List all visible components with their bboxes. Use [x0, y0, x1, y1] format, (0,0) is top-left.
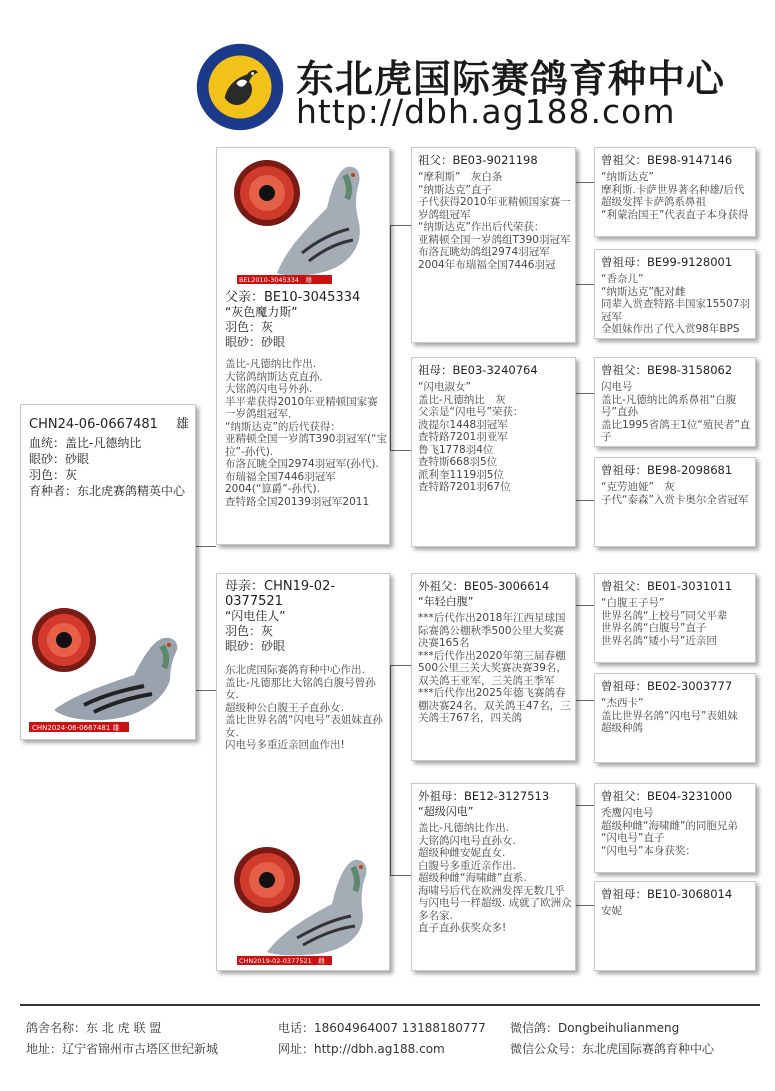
- father-card: [216, 147, 390, 545]
- father-pigeon-photo: [227, 153, 377, 288]
- connector-line: [390, 665, 411, 666]
- great-grandparent-notes: “香奈儿” “纳斯达克”配对雌 同辈入赏查特路丰国家15507羽冠军 全姐妹作出了代入赏98年BPS: [601, 273, 750, 335]
- grandmother-paternal-ring: 祖母：BE03-3240764: [418, 363, 538, 377]
- great-grandparent-card: [594, 881, 756, 971]
- great-grandparent-notes: “克劳迪娅” 灰 子代“泰森”入赏卡奥尔全省冠军: [601, 481, 749, 506]
- grandmother-maternal-ring: 外祖母：BE12-3127513: [418, 789, 550, 803]
- great-grandparent-card: [594, 573, 756, 663]
- grandmother-paternal-card: [411, 357, 576, 547]
- great-grandparent-notes: “杰西卡” 盖比世界名鸽“闪电号”表姐妹 超级种鸽: [601, 697, 738, 734]
- mother-ring: 母亲：CHN19-02-0377521: [225, 579, 336, 609]
- grandmother-maternal-card: [411, 783, 576, 971]
- connector-line: [196, 690, 216, 691]
- mother-pigeon-photo: [227, 832, 377, 967]
- connector-line: [390, 450, 411, 451]
- connector-line: [390, 875, 411, 876]
- grandfather-paternal-card: [411, 147, 576, 343]
- grandfather-paternal-ring: 祖父：BE03-9021198: [418, 153, 538, 167]
- great-grandparent-card: [594, 783, 756, 873]
- footer-divider: [20, 1004, 760, 1006]
- connector-line: [576, 393, 594, 394]
- father-ring: 父亲：BE10-3045334: [225, 290, 361, 305]
- subject-card: [20, 404, 196, 740]
- great-grandparent-ring: 曾祖父：BE01-3031011: [601, 579, 733, 593]
- subject-ring: CHN24-06-0667481: [29, 417, 158, 432]
- mother-notes: 东北虎国际赛鸽育种中心作出. 盖比-凡德那比大铭鸽白腹号曾孙女. 超级种公白腹王子直孙女. 盖比世界名鸽“闪电号”表姐妹直孙女. 闪电号多重近亲回血作出!: [225, 664, 383, 751]
- site-url: http://dbh.ag188.com: [296, 92, 676, 131]
- great-grandparent-ring: 曾祖母：BE02-3003777: [601, 679, 733, 693]
- great-grandparent-notes: “白腹王子号” 世界名鸽“上校号”同父平辈 世界名鸽“白腹号”直子 世界名鸽“矮小号”近亲回: [601, 597, 728, 647]
- great-grandparent-card: [594, 457, 756, 547]
- footer-official-account: 微信公众号：东北虎国际赛鸽育种中心: [510, 1042, 715, 1056]
- grandfather-maternal-nickname: “年轻白腹”: [418, 595, 474, 608]
- great-grandparent-notes: 秃鹰闪电号 超级种雌“海啸雌”的同胞兄弟 “闪电号”直子 “闪电号”本身获奖：: [601, 807, 738, 857]
- connector-line: [390, 665, 391, 875]
- great-grandparent-notes: “纳斯达克” 摩利斯.卡萨世界著名种雄/后代超级发挥卡萨鸽系鼻祖 “利蒙治国王”代表直子本身获得: [601, 171, 749, 221]
- subject-breeder: 育种者：东北虎赛鸽精英中心: [29, 484, 186, 498]
- grandfather-maternal-card: [411, 573, 576, 761]
- great-grandparent-card: [594, 147, 756, 237]
- page-header: [0, 0, 775, 140]
- grandfather-maternal-notes: ***后代作出2018年江西星球国际赛鸽公棚秋季500公里大奖赛决赛165名 ***后代作出2020年第三届春棚500公里三关大奖赛决赛39名，双关鸽王亚军，三关鸽王季军 ***后代作出2025年德飞赛鸽春棚决赛24名，双关鸽王47名，三关鸽王767名，四关鸽: [418, 612, 571, 724]
- subject-bloodline: 血统：盖比-凡德纳比: [29, 436, 142, 450]
- footer-address: 地址：辽宁省锦州市古塔区世纪新城: [26, 1042, 219, 1056]
- great-grandparent-ring: 曾祖母：BE98-2098681: [601, 463, 733, 477]
- mother-eye: 眼砂：砂眼: [225, 639, 286, 653]
- connector-line: [576, 284, 594, 285]
- great-grandparent-ring: 曾祖父：BE98-3158062: [601, 363, 733, 377]
- father-notes: 盖比-凡德纳比作出. 大铭鸽纳斯达克直孙． 大铭鸽闪电号外孙. 半平辈获得2010年亚精顿国家赛一岁鸽组冠军． “纳斯达克”的后代获得： 亚精顿全国一岁鸽T390羽冠军(“宝拉”-孙代). 布洛瓦眺全国2974羽冠军(孙代). 布瑞福全国7446羽冠军 2004(“算爵”-孙代). 查特路全国20139羽冠军2011: [225, 358, 387, 508]
- subject-pigeon-photo: [24, 600, 194, 735]
- connector-line: [196, 546, 216, 547]
- great-grandparent-ring: 曾祖母：BE10-3068014: [601, 887, 733, 901]
- grandfather-paternal-notes: “摩利斯” 灰白条 “纳斯达克”直子 子代获得2010年亚精顿国家赛一岁鸽组冠军 “纳斯达克”作出后代荣获： 亚精顿全国一岁鸽组T390羽冠军 布洛瓦眺幼鸽组2974羽冠军 2004年布瑞福全国7446羽冠: [418, 171, 571, 271]
- grandfather-maternal-ring: 外祖父：BE05-3006614: [418, 579, 550, 593]
- connector-line: [576, 500, 594, 501]
- great-grandparent-ring: 曾祖父：BE04-3231000: [601, 789, 733, 803]
- great-grandparent-card: [594, 673, 756, 763]
- connector-line: [390, 225, 391, 450]
- father-eye: 眼砂：砂眼: [225, 335, 286, 349]
- great-grandparent-notes: 安妮: [601, 905, 622, 917]
- connector-line: [576, 905, 594, 906]
- subject-sex: 雄: [175, 417, 189, 432]
- connector-line: [390, 225, 411, 226]
- footer-phone: 电话：18604964007 13188180777: [278, 1021, 486, 1035]
- svg-text:CHN2019-02-0377521 雌: CHN2019-02-0377521 雌: [239, 957, 325, 965]
- grandmother-maternal-nickname: “超级闪电”: [418, 805, 474, 818]
- mother-card: [216, 573, 390, 971]
- subject-color: 羽色：灰: [29, 468, 78, 482]
- great-grandparent-notes: 闪电号 盖比-凡德纳比鸽系鼻祖“白腹号”直孙 盖比1995省鸽王1位“殖民者”直子: [601, 381, 751, 443]
- connector-line: [576, 700, 594, 701]
- svg-text:CHN2024-06-0667481 雄: CHN2024-06-0667481 雄: [32, 724, 120, 732]
- page-title: 东北虎国际赛鸽育种中心: [296, 57, 726, 101]
- father-nickname: “灰色魔力斯”: [225, 305, 298, 319]
- great-grandparent-card: [594, 249, 756, 339]
- footer-loft: 鸽舍名称：东 北 虎 联 盟: [26, 1021, 162, 1035]
- great-grandparent-card: [594, 357, 756, 447]
- subject-eye: 眼砂：砂眼: [29, 452, 90, 466]
- great-grandparent-ring: 曾祖父：BE98-9147146: [601, 153, 733, 167]
- connector-line: [576, 805, 594, 806]
- footer-website[interactable]: 网址：http://dbh.ag188.com: [278, 1042, 445, 1056]
- svg-text:BEL2010-3045334 雄: BEL2010-3045334 雄: [239, 276, 313, 284]
- grandmother-paternal-notes: “闪电淑女” 盖比-凡德纳比 灰 父亲是“闪电号”荣获： 波提尔1448羽冠军 查特路7201羽亚军 鲁飞1778羽4位 查特斯668羽5位 派利奎1119羽5位 查特路7201羽67位: [418, 381, 524, 493]
- grandmother-maternal-notes: 盖比-凡德纳比作出. 大铭鸽闪电号直孙女. 超级种雌安妮直女. 白腹号多重近亲作出. 超级种雌“海啸雌”直系. 海啸号后代在欧洲发挥无数几乎与闪电号一样超级. 成就了欧洲众多名家. 直子直孙获奖众多!: [418, 822, 572, 934]
- father-color: 羽色：灰: [225, 320, 274, 334]
- footer-wechat: 微信鸽：Dongbeihulianmeng: [510, 1021, 680, 1035]
- mother-nickname: “闪电佳人”: [225, 609, 286, 623]
- mother-color: 羽色：灰: [225, 624, 274, 638]
- logo-emblem-icon: [195, 42, 285, 132]
- connector-line: [576, 605, 594, 606]
- great-grandparent-ring: 曾祖母：BE99-9128001: [601, 255, 733, 269]
- connector-line: [576, 182, 594, 183]
